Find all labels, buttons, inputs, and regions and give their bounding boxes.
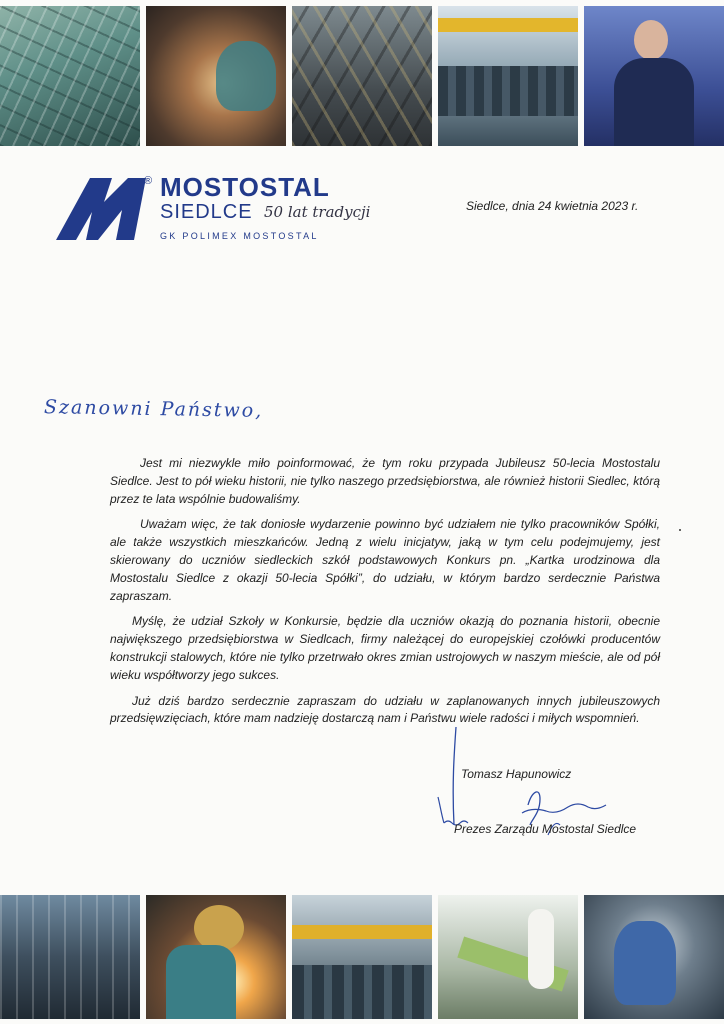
letter-date: Siedlce, dnia 24 kwietnia 2023 r.: [466, 199, 639, 213]
letter-body: [110, 455, 660, 736]
registered-mark: ®: [144, 175, 153, 187]
worker-painting-photo: [438, 895, 578, 1019]
paragraph-3: Myślę, że udział Szkoły w Konkursie, będzie dla uczniów okazją do poznania historii, obecnie największego przedsiębiorstwa w Siedlcach, firmy należącej do europejskiej czołówki producentów konstrukcji stalowych, które nie tylko przetrwało okres zmian ustrojowych w naszym mieście, ale od pół wieku współtworzy jego sukces.: [110, 614, 660, 682]
welder-sparks-photo: [146, 895, 286, 1019]
logo-tagline: 50 lat tradycji: [264, 203, 371, 221]
signer-name: Tomasz Hapunowicz: [461, 767, 572, 781]
steel-hall-roof-photo: [0, 6, 140, 146]
steel-truss-photo: [292, 6, 432, 146]
signer-position: Prezes Zarządu Mostostal Siedlce: [454, 822, 637, 836]
logo-city: SIEDLCE: [160, 201, 253, 223]
mostostal-m-logo-icon: [56, 178, 146, 240]
footer-photo-strip: [0, 895, 724, 1019]
sandblasting-photo: [584, 895, 724, 1019]
crane-bay-photo: [438, 6, 578, 146]
logo-name: MOSTOSTAL: [160, 172, 330, 202]
paragraph-4: Już dziś bardzo serdecznie zapraszam do udziału w zaplanowanych innych jubileuszowych przedsięwzięciach, które mam nadzieję dostarczą nam i Państwu wiele radości i miłych wspomnień.: [110, 693, 660, 726]
company-logo: [56, 173, 376, 248]
header-photo-strip: [0, 6, 724, 146]
speaker-photo: [584, 6, 724, 146]
production-hall-photo: [0, 895, 140, 1019]
salutation: Szanowni Państwo,: [43, 396, 264, 422]
welder-photo: [146, 6, 286, 146]
ink-dot: [679, 529, 681, 531]
crane-bay-yellow-photo: [292, 895, 432, 1019]
logo-group: GK POLIMEX MOSTOSTAL: [160, 231, 319, 241]
paragraph-1: Jest mi niezwykle miło poinformować, że tym roku przypada Jubileusz 50-lecia Mostostalu Siedlce. Jest to pół wieku historii, nie tylko naszego przedsiębiorstwa, ale również historii Siedlec, którą przez te lata wspólnie budowaliśmy.: [110, 456, 660, 506]
paragraph-2: Uważam więc, że tak doniosłe wydarzenie powinno być udziałem nie tylko pracowników Spółki, ale także wszystkich mieszkańców. Jedną z wielu inicjatyw, jaką w tym celu podejmujemy, jest skierowany do uczniów siedleckich szkół podstawowych Konkurs pn. „Kartka urodzinowa dla Mostostalu Siedlce z okazji 50-lecia Spółki”, do udziału, w którym bardzo serdecznie Państwa zapraszam.: [110, 517, 660, 603]
